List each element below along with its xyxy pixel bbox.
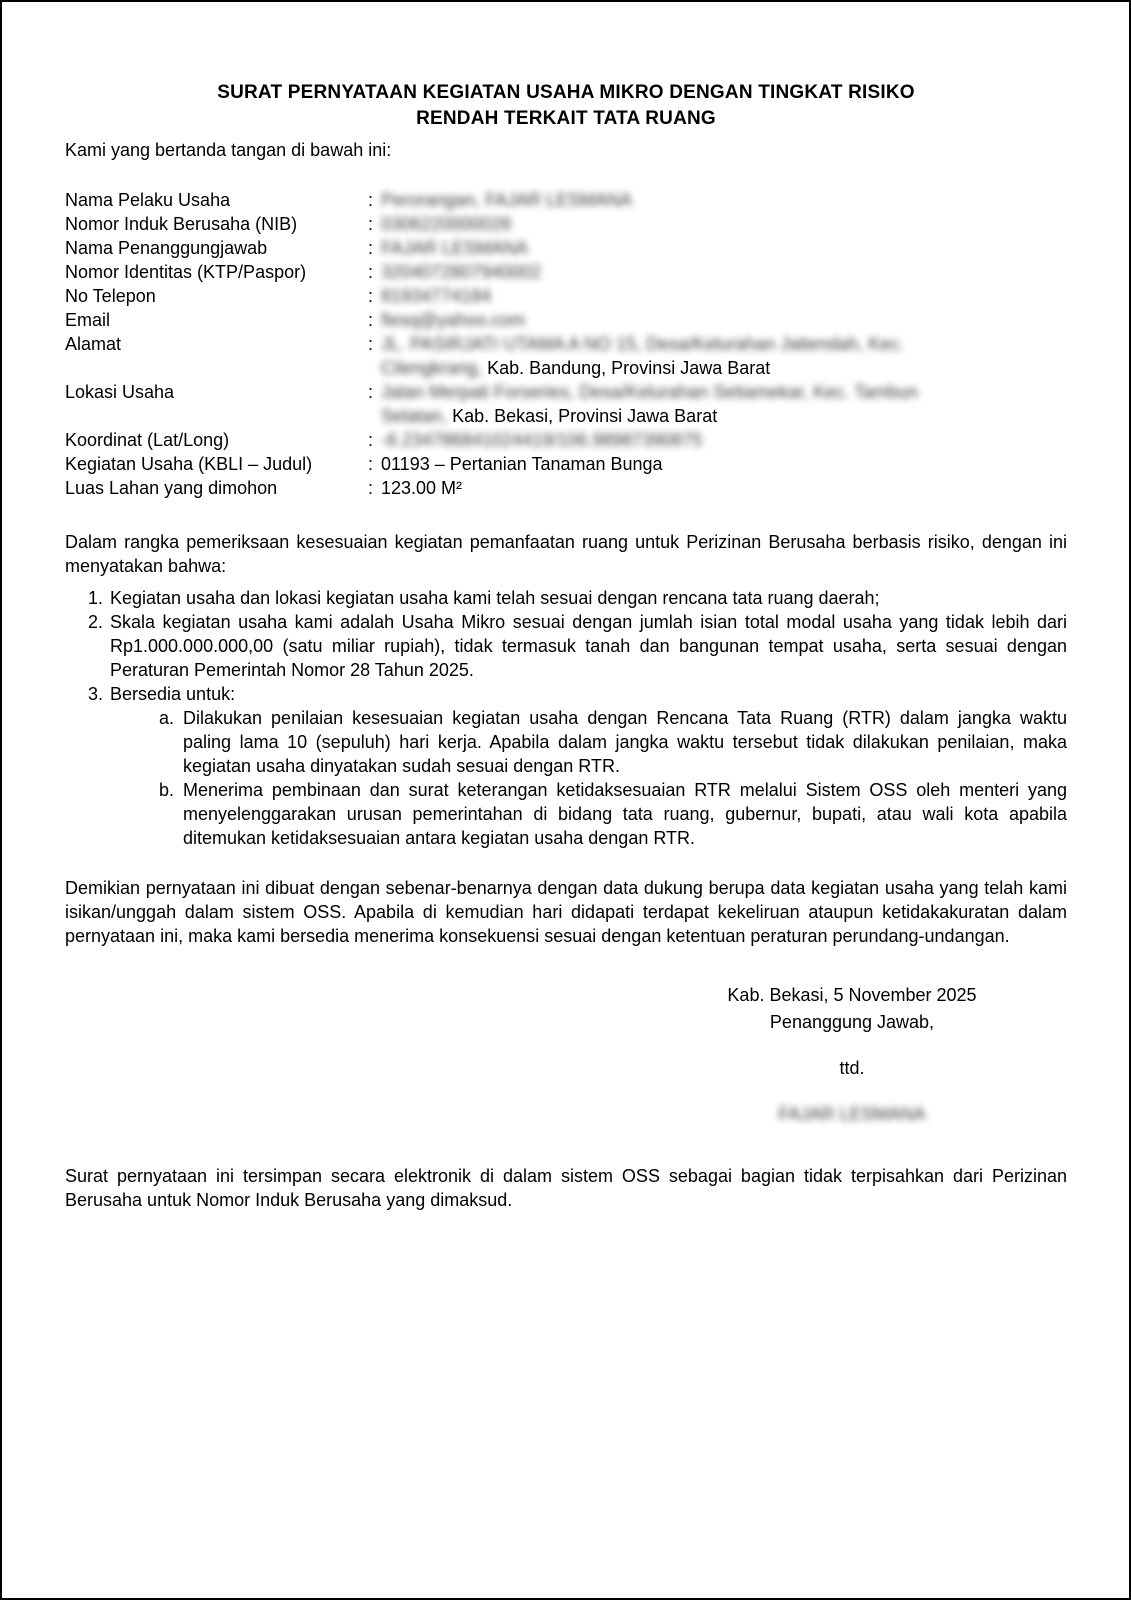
- field-value-redacted: 3204072807940002: [381, 262, 542, 282]
- field-value-redacted: Perorangan, FAJAR LESMANA: [381, 190, 633, 210]
- field-value: 01193 – Pertanian Tanaman Bunga: [381, 454, 663, 474]
- field-row-luas-lahan: [65, 476, 1067, 500]
- field-label: No Telepon: [65, 286, 156, 306]
- field-colon: :: [368, 454, 374, 474]
- field-row-nama-penanggungjawab: [65, 236, 1067, 260]
- field-label: Nomor Induk Berusaha (NIB): [65, 214, 298, 234]
- field-label: Koordinat (Lat/Long): [65, 430, 230, 450]
- field-value-redacted: 81934774184: [381, 286, 492, 306]
- document-title: [65, 80, 1067, 132]
- identity-fields: [65, 188, 1067, 500]
- closing-paragraph: Demikian pernyataan ini dibuat dengan sebenar-benarnya dengan data dukung berupa data kegiatan usaha yang telah kami isikan/unggah dalam sistem OSS. Apabila di kemudian hari didapati terdapat kekeliruan ataupun ketidakakuratan dalam pernyataan ini, maka kami bersedia menerima konsekuensi sesuai dengan ketentuan peraturan perundang-undangan.: [65, 878, 1067, 946]
- field-value: 123.00 M²: [381, 478, 463, 498]
- field-value-redacted: 0306220000028: [381, 214, 512, 234]
- field-colon: :: [368, 334, 374, 354]
- field-colon: :: [368, 238, 374, 258]
- field-colon: :: [368, 214, 374, 234]
- document-title-line2: RENDAH TERKAIT TATA RUANG: [416, 108, 716, 129]
- field-colon: :: [368, 190, 374, 210]
- field-value-redacted: fiesq@yahoo.com: [381, 310, 526, 330]
- field-row-koordinat: [65, 428, 1067, 452]
- field-label: Nomor Identitas (KTP/Paspor): [65, 262, 307, 282]
- statement-point-3b: b. Menerima pembinaan dan surat keterangan ketidaksesuaian RTR melalui Sistem OSS oleh menteri yang menyelenggarakan urusan pemerintahan di bidang tata ruang, gubernur, bupati, atau wali kota apabila ditemukan ketidaksesuaian antara kegiatan usaha dengan RTR.: [179, 778, 1067, 850]
- document-title-line1: SURAT PERNYATAAN KEGIATAN USAHA MIKRO DENGAN TINGKAT RISIKO: [217, 82, 915, 103]
- field-row-lokasi-usaha: [65, 380, 1067, 428]
- field-row-alamat: [65, 332, 1067, 380]
- signature-name-redacted: FAJAR LESMANA: [778, 1104, 926, 1124]
- field-colon: :: [368, 478, 374, 498]
- field-label: Nama Pelaku Usaha: [65, 190, 231, 210]
- field-value-clear: Kab. Bandung, Provinsi Jawa Barat: [487, 358, 771, 378]
- field-value-redacted: FAJAR LESMANA: [381, 238, 529, 258]
- field-value-redacted: -6.234786841024419/106.98987390875: [381, 430, 703, 450]
- field-value-redacted: Cilengkrang,: [381, 358, 483, 378]
- statement-point-3a: a. Dilakukan penilaian kesesuaian kegiatan usaha dengan Rencana Tata Ruang (RTR) dalam jangka waktu paling lama 10 (sepuluh) hari kerja. Apabila dalam jangka waktu tersebut tidak dilakukan penilaian, maka kegiatan usaha dinyatakan sudah sesuai dengan RTR.: [179, 706, 1067, 778]
- field-colon: :: [368, 382, 374, 402]
- field-row-nomor-identitas: [65, 260, 1067, 284]
- signature-ttd: ttd.: [839, 1058, 865, 1078]
- signature-block: [637, 982, 1067, 1128]
- statement-point-2: 2. Skala kegiatan usaha kami adalah Usaha Mikro sesuai dengan jumlah isian total modal usaha yang tidak lebih dari Rp1.000.000.000,00 (satu miliar rupiah), tidak termasuk tanah dan bangunan tempat usaha, serta sesuai dengan Peraturan Pemerintah Nomor 28 Tahun 2025.: [108, 610, 1067, 682]
- field-value: [381, 332, 1067, 380]
- field-colon: :: [368, 262, 374, 282]
- field-label: Nama Penanggungjawab: [65, 238, 268, 258]
- field-label: Alamat: [65, 334, 122, 354]
- field-label: Kegiatan Usaha (KBLI – Judul): [65, 454, 313, 474]
- field-colon: :: [368, 286, 374, 306]
- field-label: Lokasi Usaha: [65, 382, 175, 402]
- field-value-redacted: JL. PASIRJATI UTAMA A NO 15, Desa/Kelurahan Jatiendah, Kec.: [381, 334, 905, 354]
- field-row-nama-pelaku-usaha: [65, 188, 1067, 212]
- field-value-redacted: Jalan Merpati Forseries, Desa/Kelurahan Setiamekar, Kec. Tambun: [381, 382, 918, 402]
- field-row-nib: [65, 212, 1067, 236]
- statement-list: [65, 586, 1067, 850]
- statement-point-3: [108, 682, 1067, 850]
- field-row-no-telepon: [65, 284, 1067, 308]
- signature-role: Penanggung Jawab,: [769, 1012, 935, 1032]
- footer-note: Surat pernyataan ini tersimpan secara elektronik di dalam sistem OSS sebagai bagian tidak terpisahkan dari Perizinan Berusaha untuk Nomor Induk Berusaha yang dimaksud.: [65, 1166, 1067, 1210]
- field-colon: :: [368, 310, 374, 330]
- field-row-kegiatan-usaha: [65, 452, 1067, 476]
- field-value-clear: Kab. Bekasi, Provinsi Jawa Barat: [452, 406, 718, 426]
- field-row-email: [65, 308, 1067, 332]
- field-colon: :: [368, 430, 374, 450]
- field-label: Email: [65, 310, 111, 330]
- field-value: [381, 380, 1067, 428]
- signature-place-date: Kab. Bekasi, 5 November 2025: [727, 985, 977, 1005]
- statement-intro: Dalam rangka pemeriksaan kesesuaian kegiatan pemanfaatan ruang untuk Perizinan Berusaha berbasis risiko, dengan ini menyatakan bahwa:: [65, 532, 1067, 576]
- statement-point-1: 1. Kegiatan usaha dan lokasi kegiatan usaha kami telah sesuai dengan rencana tata ruang daerah;: [108, 586, 1067, 610]
- field-value-redacted: Selatan,: [381, 406, 448, 426]
- statement-sublist: [110, 706, 1067, 850]
- field-label: Luas Lahan yang dimohon: [65, 478, 278, 498]
- statement-point-3-text: Bersedia untuk:: [110, 684, 236, 704]
- intro-line: Kami yang bertanda tangan di bawah ini:: [65, 140, 392, 160]
